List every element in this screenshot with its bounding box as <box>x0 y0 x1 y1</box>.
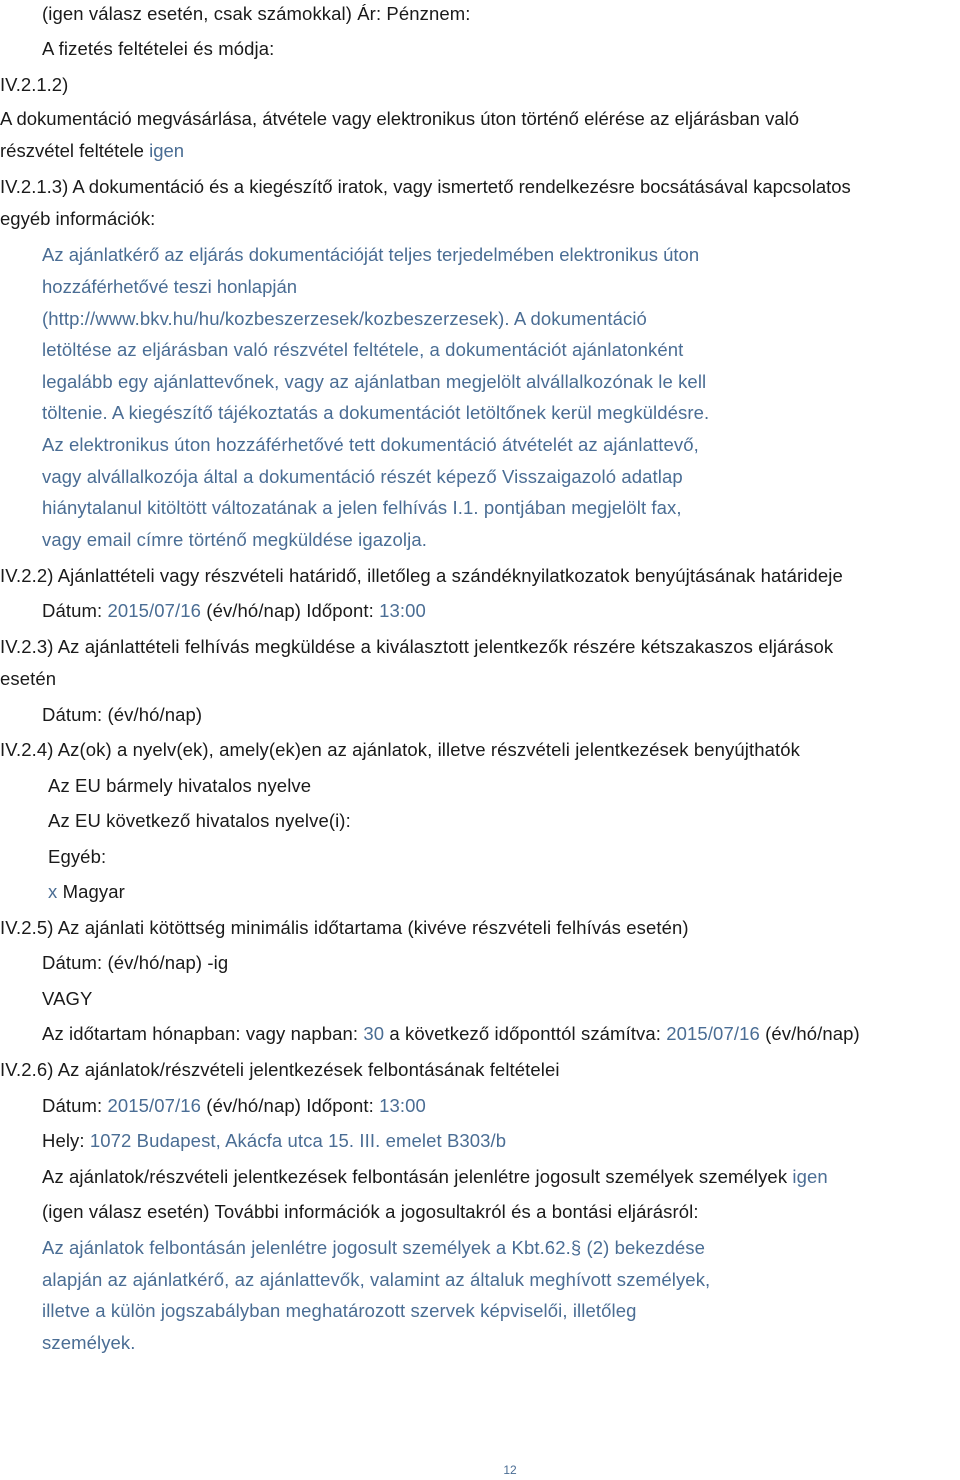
text-line: (igen válasz esetén) További információk a jogosultakról és a bontási eljárásról: <box>42 1201 699 1222</box>
info-paragraph-line: (http://www.bkv.hu/hu/kozbeszerzesek/kozbeszerzesek). A dokumentáció <box>42 308 647 329</box>
info-paragraph-line: vagy alvállalkozója által a dokumentáció részét képező Visszaigazoló adatlap <box>42 466 683 487</box>
date-line: Dátum: (év/hó/nap) <box>42 704 203 725</box>
section-heading: IV.2.4) Az(ok) a nyelv(ek), amely(ek)en az ajánlatok, illetve részvételi jelentkezések benyújthatók <box>0 739 800 760</box>
language-option: Az EU bármely hivatalos nyelve <box>48 775 312 796</box>
info-paragraph-line: vagy email címre történő megküldése igazolja. <box>42 529 427 550</box>
text-line: VAGY <box>42 988 93 1009</box>
info-paragraph-line: Az ajánlatkérő az eljárás dokumentációját teljes terjedelmében elektronikus úton <box>42 244 700 265</box>
text-line: Az ajánlatok/részvételi jelentkezések felbontásán jelenlétre jogosult személyek személyek igen <box>42 1166 828 1187</box>
info-paragraph-line: legalább egy ajánlattevőnek, vagy az ajánlatban megjelölt alvállalkozónak le kell <box>42 371 707 392</box>
section-heading: IV.2.2) Ajánlattételi vagy részvételi határidő, illetőleg a szándéknyilatkozatok benyújtásának határideje <box>0 565 843 586</box>
info-paragraph-line: letöltése az eljárásban való részvétel feltétele, a dokumentációt ajánlatonként <box>42 339 684 360</box>
text-line: részvétel feltétele igen <box>0 140 185 161</box>
language-option: x Magyar <box>48 881 125 902</box>
date-line: Dátum: 2015/07/16 (év/hó/nap) Időpont: 13:00 <box>42 1095 426 1116</box>
section-heading: IV.2.3) Az ajánlattételi felhívás megküldése a kiválasztott jelentkezők részére kétszakaszos eljárások <box>0 636 834 657</box>
duration-line: Az időtartam hónapban: vagy napban: 30 a következő időponttól számítva: 2015/07/16 (év/hó/nap) <box>42 1023 860 1044</box>
date-line: Dátum: 2015/07/16 (év/hó/nap) Időpont: 13:00 <box>42 600 426 621</box>
language-option: Az EU következő hivatalos nyelve(i): <box>48 810 351 831</box>
info-paragraph-line: hiánytalanul kitöltött változatának a jelen felhívás I.1. pontjában megjelölt fax, <box>42 497 682 518</box>
check-mark: x <box>48 881 58 902</box>
section-heading: IV.2.6) Az ajánlatok/részvételi jelentkezések felbontásának feltételei <box>0 1059 560 1080</box>
location-line: Hely: 1072 Budapest, Akácfa utca 15. III. emelet B303/b <box>42 1130 507 1151</box>
text-line: esetén <box>0 668 57 689</box>
info-paragraph-line: alapján az ajánlatkérő, az ajánlattevők, valamint az általuk meghívott személyek, <box>42 1269 711 1290</box>
text-line: egyéb információk: <box>0 208 156 229</box>
text-line: A dokumentáció megvásárlása, átvétele vagy elektronikus úton történő elérése az eljárásban való <box>0 108 800 129</box>
info-paragraph-line: Az elektronikus úton hozzáférhetővé tett dokumentáció átvételét az ajánlattevő, <box>42 434 699 455</box>
language-option: Egyéb: <box>48 846 107 867</box>
page-number: 12 <box>503 1463 517 1477</box>
text-line: A fizetés feltételei és módja: <box>42 38 275 59</box>
info-paragraph-line: személyek. <box>42 1332 136 1353</box>
info-paragraph-line: töltenie. A kiegészítő tájékoztatás a dokumentációt letöltőnek kerül megküldésre. <box>42 402 710 423</box>
section-heading: IV.2.1.2) <box>0 74 69 95</box>
answer-value: igen <box>149 140 185 161</box>
section-heading: IV.2.5) Az ajánlati kötöttség minimális időtartama (kivéve részvételi felhívás esetén) <box>0 917 689 938</box>
text-line: (igen válasz esetén, csak számokkal) Ár: Pénznem: <box>42 3 471 24</box>
section-heading: IV.2.1.3) A dokumentáció és a kiegészítő iratok, vagy ismertető rendelkezésre bocsátásával kapcsolatos <box>0 176 851 197</box>
info-paragraph-line: Az ajánlatok felbontásán jelenlétre jogosult személyek a Kbt.62.§ (2) bekezdése <box>42 1237 705 1258</box>
info-paragraph-line: hozzáférhetővé teszi honlapján <box>42 276 298 297</box>
date-line: Dátum: (év/hó/nap) -ig <box>42 952 229 973</box>
info-paragraph-line: illetve a külön jogszabályban meghatározott szervek képviselői, illetőleg <box>42 1300 637 1321</box>
